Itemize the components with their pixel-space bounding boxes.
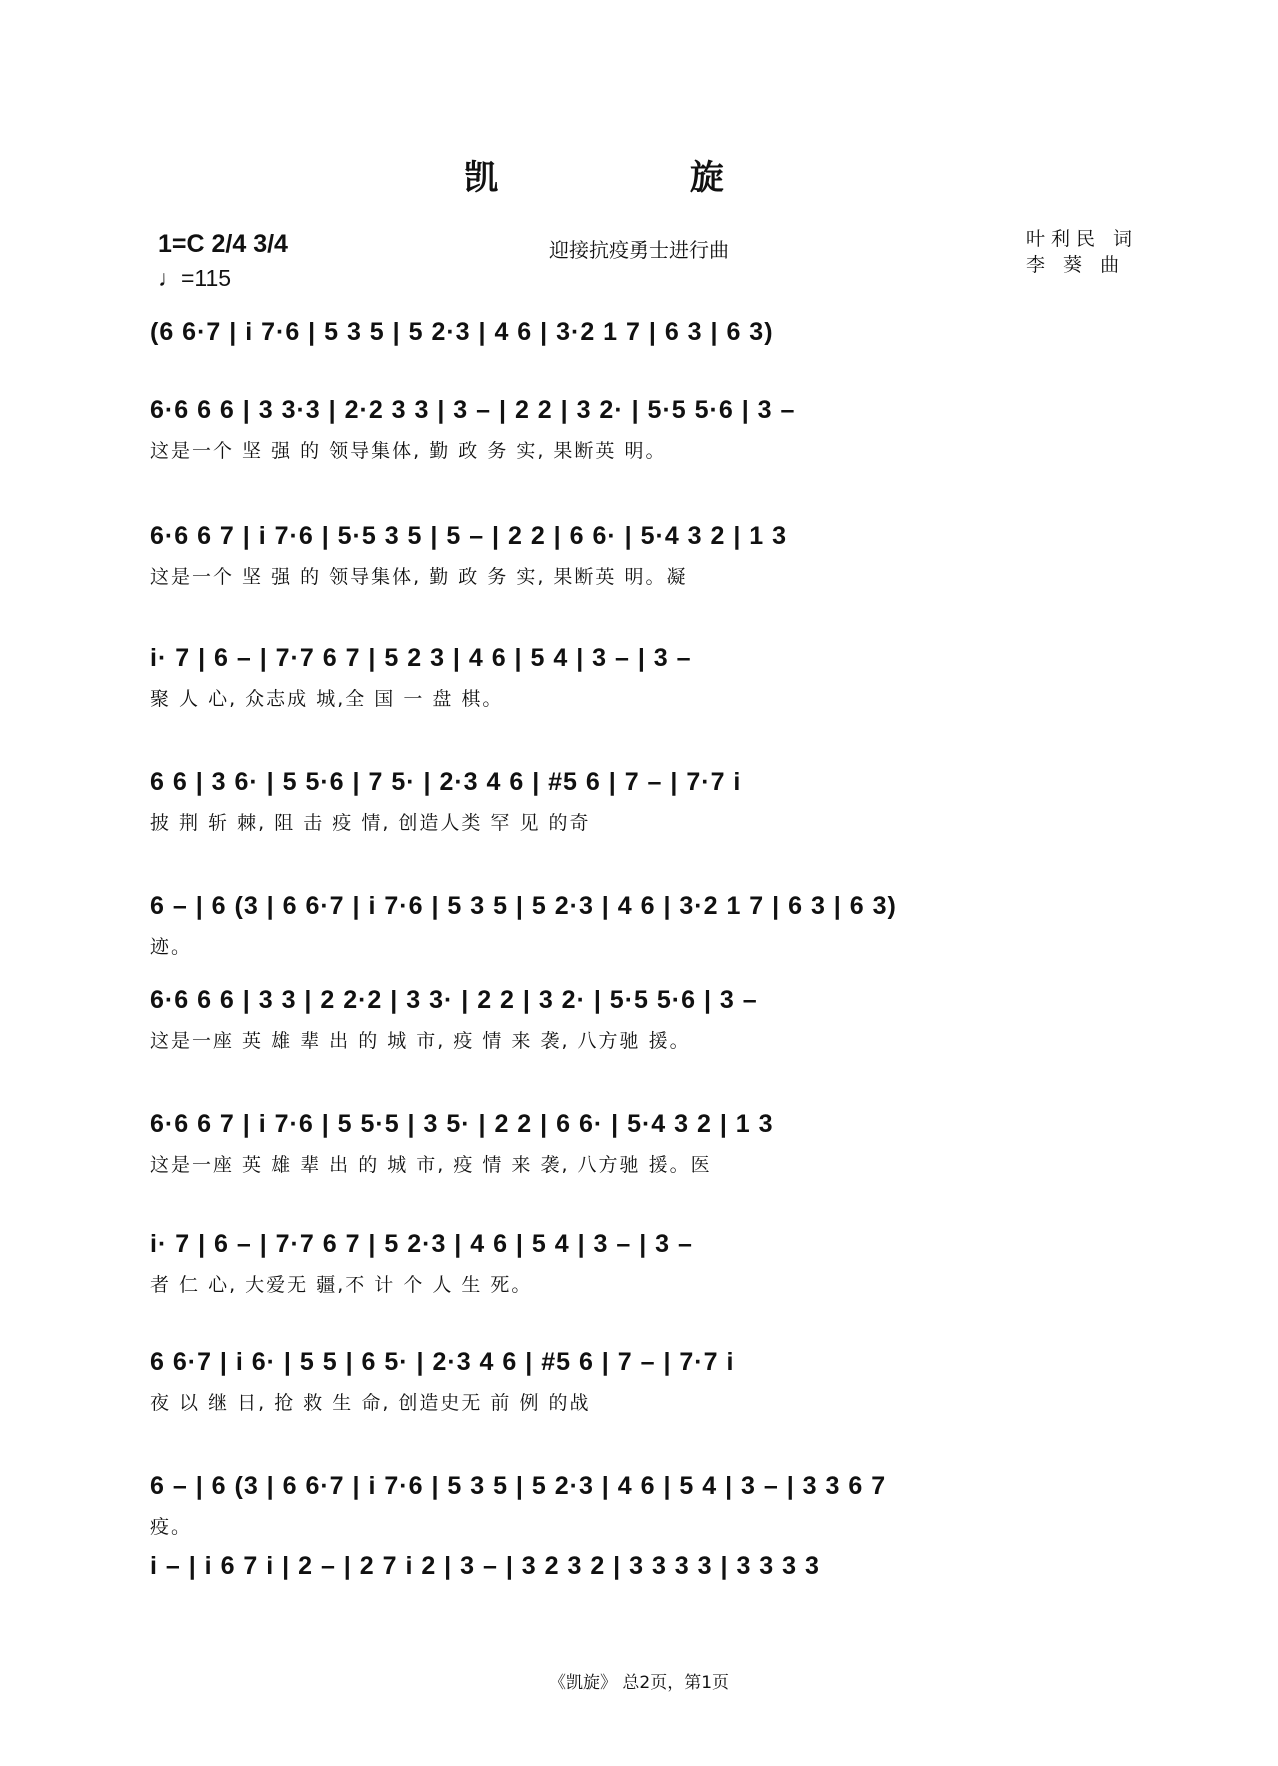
notation-line: 6 – | 6 (3 | 6 6·7 | i 7·6 | 5 3 5 | 5 2·3 | 4 6 | 5 4 | 3 – | 3 3 6 7 <box>150 1472 887 1500</box>
page-footer: 《凯旋》 总2页，第1页 <box>548 1673 730 1693</box>
score-system <box>150 986 1130 1054</box>
lyrics-line: 迹。 <box>150 936 193 958</box>
lyrics-line: 这是一个 坚 强 的 领导集体, 勤 政 务 实, 果断英 明。 <box>150 440 667 462</box>
notation-line: 6·6 6 6 | 3 3·3 | 2·2 3 3 | 3 – | 2 2 | 3 2· | 5·5 5·6 | 3 – <box>150 396 796 424</box>
lyricist-credit: 叶利民 词 <box>1026 228 1139 250</box>
notation-line: i· 7 | 6 – | 7·7 6 7 | 5 2·3 | 4 6 | 5 4 | 3 – | 3 – <box>150 1230 693 1258</box>
notation-line: 6·6 6 6 | 3 3 | 2 2·2 | 3 3· | 2 2 | 3 2· | 5·5 5·6 | 3 – <box>150 986 758 1014</box>
score-system <box>150 1552 1130 1620</box>
score-system <box>150 522 1130 590</box>
lyrics-line <box>150 1592 1130 1620</box>
notation-line: 6 6 | 3 6· | 5 5·6 | 7 5· | 2·3 4 6 | #5 6 | 7 – | 7·7 i <box>150 768 742 796</box>
score-system <box>150 1472 1130 1540</box>
lyrics-line: 疫。 <box>150 1516 193 1538</box>
lyrics-line: 这是一座 英 雄 辈 出 的 城 市, 疫 情 来 袭, 八方驰 援。医 <box>150 1154 712 1176</box>
notation-line: 6 6·7 | i 6· | 5 5 | 6 5· | 2·3 4 6 | #5 6 | 7 – | 7·7 i <box>150 1348 735 1376</box>
subtitle: 迎接抗疫勇士进行曲 <box>549 238 729 262</box>
lyrics-line <box>150 358 1130 386</box>
lyrics-line: 披 荆 斩 棘, 阻 击 疫 情, 创造人类 罕 见 的奇 <box>150 812 591 834</box>
notation-line: 6 – | 6 (3 | 6 6·7 | i 7·6 | 5 3 5 | 5 2·3 | 4 6 | 3·2 1 7 | 6 3 | 6 3) <box>150 892 897 920</box>
notation-line: 6·6 6 7 | i 7·6 | 5 5·5 | 3 5· | 2 2 | 6 6· | 5·4 3 2 | 1 3 <box>150 1110 774 1138</box>
score-system <box>150 318 1130 386</box>
score-system <box>150 1110 1130 1178</box>
lyrics-line: 这是一座 英 雄 辈 出 的 城 市, 疫 情 来 袭, 八方驰 援。 <box>150 1030 691 1052</box>
notation-line: (6 6·7 | i 7·6 | 5 3 5 | 5 2·3 | 4 6 | 3·2 1 7 | 6 3 | 6 3) <box>150 318 774 346</box>
score-system <box>150 396 1130 464</box>
lyrics-line: 这是一个 坚 强 的 领导集体, 勤 政 务 实, 果断英 明。凝 <box>150 566 688 588</box>
lyrics-line: 聚 人 心, 众志成 城,全 国 一 盘 棋。 <box>150 688 504 710</box>
score-system <box>150 768 1130 836</box>
score-system <box>150 1348 1130 1416</box>
composer-credit: 李 葵 曲 <box>1026 254 1126 276</box>
score-system <box>150 1230 1130 1298</box>
score-system <box>150 644 1130 712</box>
notation-line: 6·6 6 7 | i 7·6 | 5·5 3 5 | 5 – | 2 2 | 6 6· | 5·4 3 2 | 1 3 <box>150 522 788 550</box>
tempo-marking: ♩=115 <box>158 265 232 291</box>
notation-line: i· 7 | 6 – | 7·7 6 7 | 5 2 3 | 4 6 | 5 4 | 3 – | 3 – <box>150 644 692 672</box>
song-title: 凯 旋 <box>464 158 814 198</box>
key-signature: 1=C 2/4 3/4 <box>158 230 288 258</box>
lyrics-line: 夜 以 继 日, 抢 救 生 命, 创造史无 前 例 的战 <box>150 1392 591 1414</box>
notation-line: i – | i 6 7 i | 2 – | 2 7 i 2 | 3 – | 3 2 3 2 | 3 3 3 3 | 3 3 3 3 <box>150 1552 820 1580</box>
lyrics-line: 者 仁 心, 大爱无 疆,不 计 个 人 生 死。 <box>150 1274 533 1296</box>
score-system <box>150 892 1130 960</box>
